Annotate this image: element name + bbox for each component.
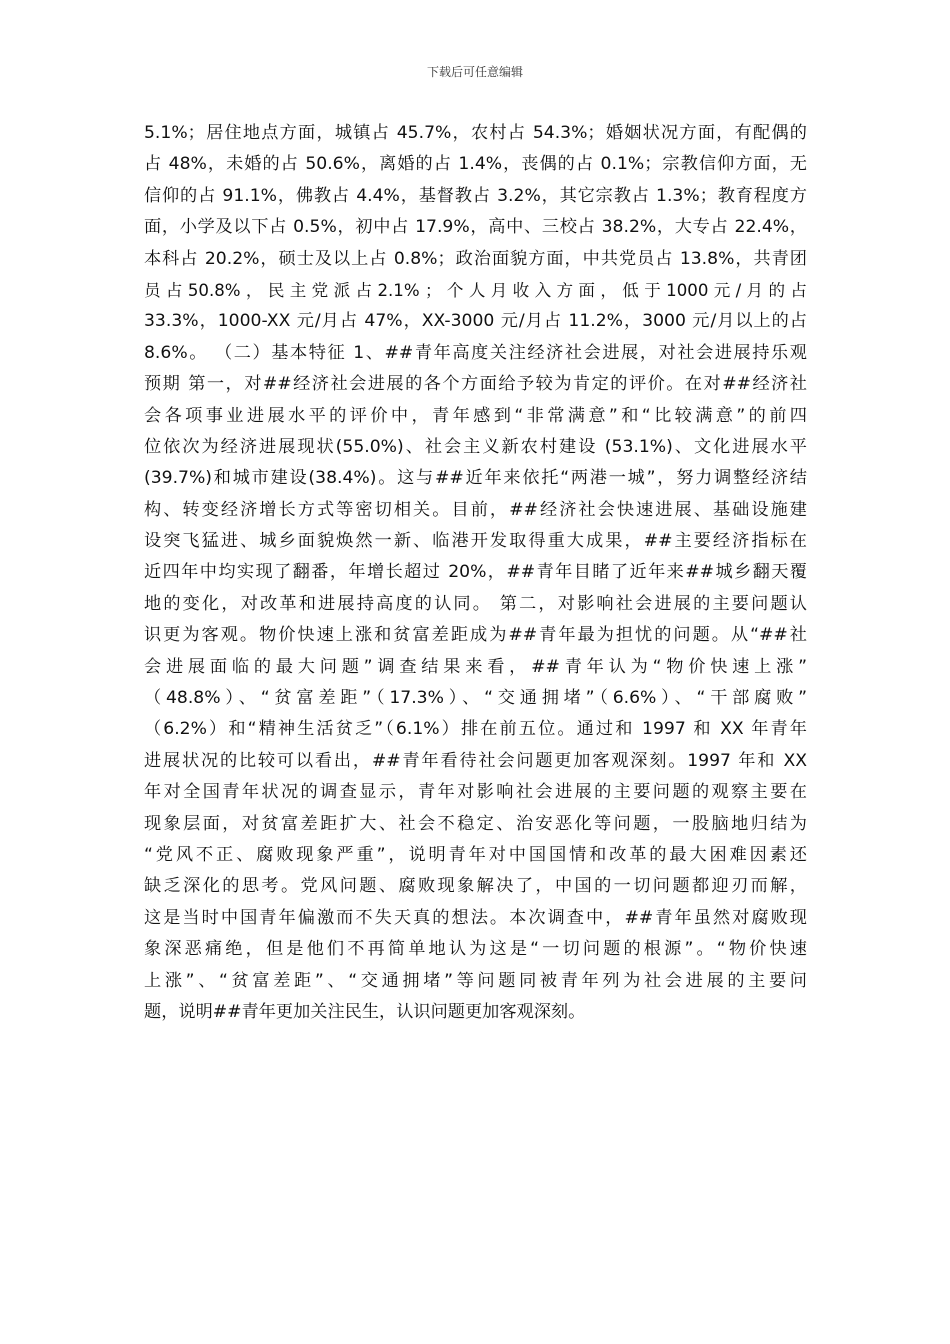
text-line: 现象层面，对贫富差距扩大、社会不稳定、治安恶化等问题，一股脑地归结为 (144, 813, 807, 834)
text-line: 5.1%；居住地点方面，城镇占 45.7%，农村占 54.3%；婚姻状况方面，有配偶的 (144, 123, 807, 143)
text-line: 识更为客观。物价快速上涨和贫富差距成为##青年最为担忧的问题。从“##社 (144, 625, 807, 646)
text-line: 预期 第一，对##经济社会进展的各个方面给予较为肯定的评价。在对##经济社 (144, 374, 807, 395)
text-line: 进展状况的比较可以看出，##青年看待社会问题更加客观深刻。1997 年和 XX (144, 750, 807, 771)
text-line: 构、转变经济增长方式等密切相关。目前，##经济社会快速进展、基础设施建 (144, 499, 807, 520)
text-line: 会进展面临的最大问题”调查结果来看，##青年认为“物价快速上涨” (144, 656, 807, 677)
text-line: 年对全国青年状况的调查显示，青年对影响社会进展的主要问题的观察主要在 (144, 782, 807, 803)
text-line: （6.2%）和“精神生活贫乏”（6.1%）排在前五位。通过和 1997 和 XX 年青年 (144, 719, 807, 740)
text-line: 8.6%。 （二）基本特征 1、##青年高度关注经济社会进展，对社会进展持乐观 (144, 342, 807, 363)
page-header-note: 下载后可任意编辑 (426, 65, 523, 79)
text-line: 员 占 50.8% ， 民 主 党 派 占 2.1% ； 个 人 月 收 入 方 面 ， 低 于 1000 元 / 月 的 占 (144, 280, 807, 300)
text-line: “党风不正、腐败现象严重”，说明青年对中国国情和改革的最大困难因素还 (144, 844, 807, 865)
text-line: 会各项事业进展水平的评价中，青年感到“非常满意”和“比较满意”的前四 (144, 405, 807, 426)
text-line: 象深恶痛绝，但是他们不再简单地认为这是“一切问题的根源”。“物价快速 (144, 939, 807, 960)
text-line: 位依次为经济进展现状(55.0%)、社会主义新农村建设 (53.1%)、文化进展水平 (144, 436, 807, 457)
document-body (144, 118, 807, 1028)
text-line: (39.7%)和城市建设(38.4%)。这与##近年来依托“两港一城”，努力调整经济结 (144, 468, 807, 489)
text-line: 这是当时中国青年偏激而不失天真的想法。本次调查中，##青年虽然对腐败现 (144, 907, 807, 928)
text-line: 近四年中均实现了翻番，年增长超过 20%，##青年目睹了近年来##城乡翻天覆 (144, 562, 807, 583)
text-line: 面，小学及以下占 0.5%，初中占 17.9%，高中、三校占 38.2%，大专占 22.4%， (144, 217, 807, 238)
text-line: 占 48%，未婚的占 50.6%，离婚的占 1.4%，丧偶的占 0.1%；宗教信仰方面，无 (144, 154, 807, 175)
text-line: 信仰的占 91.1%，佛教占 4.4%，基督教占 3.2%，其它宗教占 1.3%；教育程度方 (144, 185, 807, 206)
text-line: 设突飞猛进、城乡面貌焕然一新、临港开发取得重大成果，##主要经济指标在 (144, 531, 807, 552)
text-line: 缺乏深化的思考。党风问题、腐败现象解决了，中国的一切问题都迎刃而解， (144, 876, 807, 897)
text-line: 题，说明##青年更加关注民生，认识问题更加客观深刻。 (144, 1001, 586, 1022)
text-line: （48.8%）、“贫富差距”（17.3%）、“交通拥堵”（6.6%）、“干部腐败” (144, 688, 807, 709)
text-line: 地的变化，对改革和进展持高度的认同。 第二，对影响社会进展的主要问题认 (144, 593, 807, 614)
text-line: 本科占 20.2%，硕士及以上占 0.8%；政治面貌方面，中共党员占 13.8%，共青团 (144, 248, 807, 269)
text-line: 上涨”、“贫富差距”、“交通拥堵”等问题同被青年列为社会进展的主要问 (144, 970, 807, 991)
text-line: 33.3%，1000-XX 元/月占 47%，XX-3000 元/月占 11.2%，3000 元/月以上的占 (144, 311, 807, 332)
